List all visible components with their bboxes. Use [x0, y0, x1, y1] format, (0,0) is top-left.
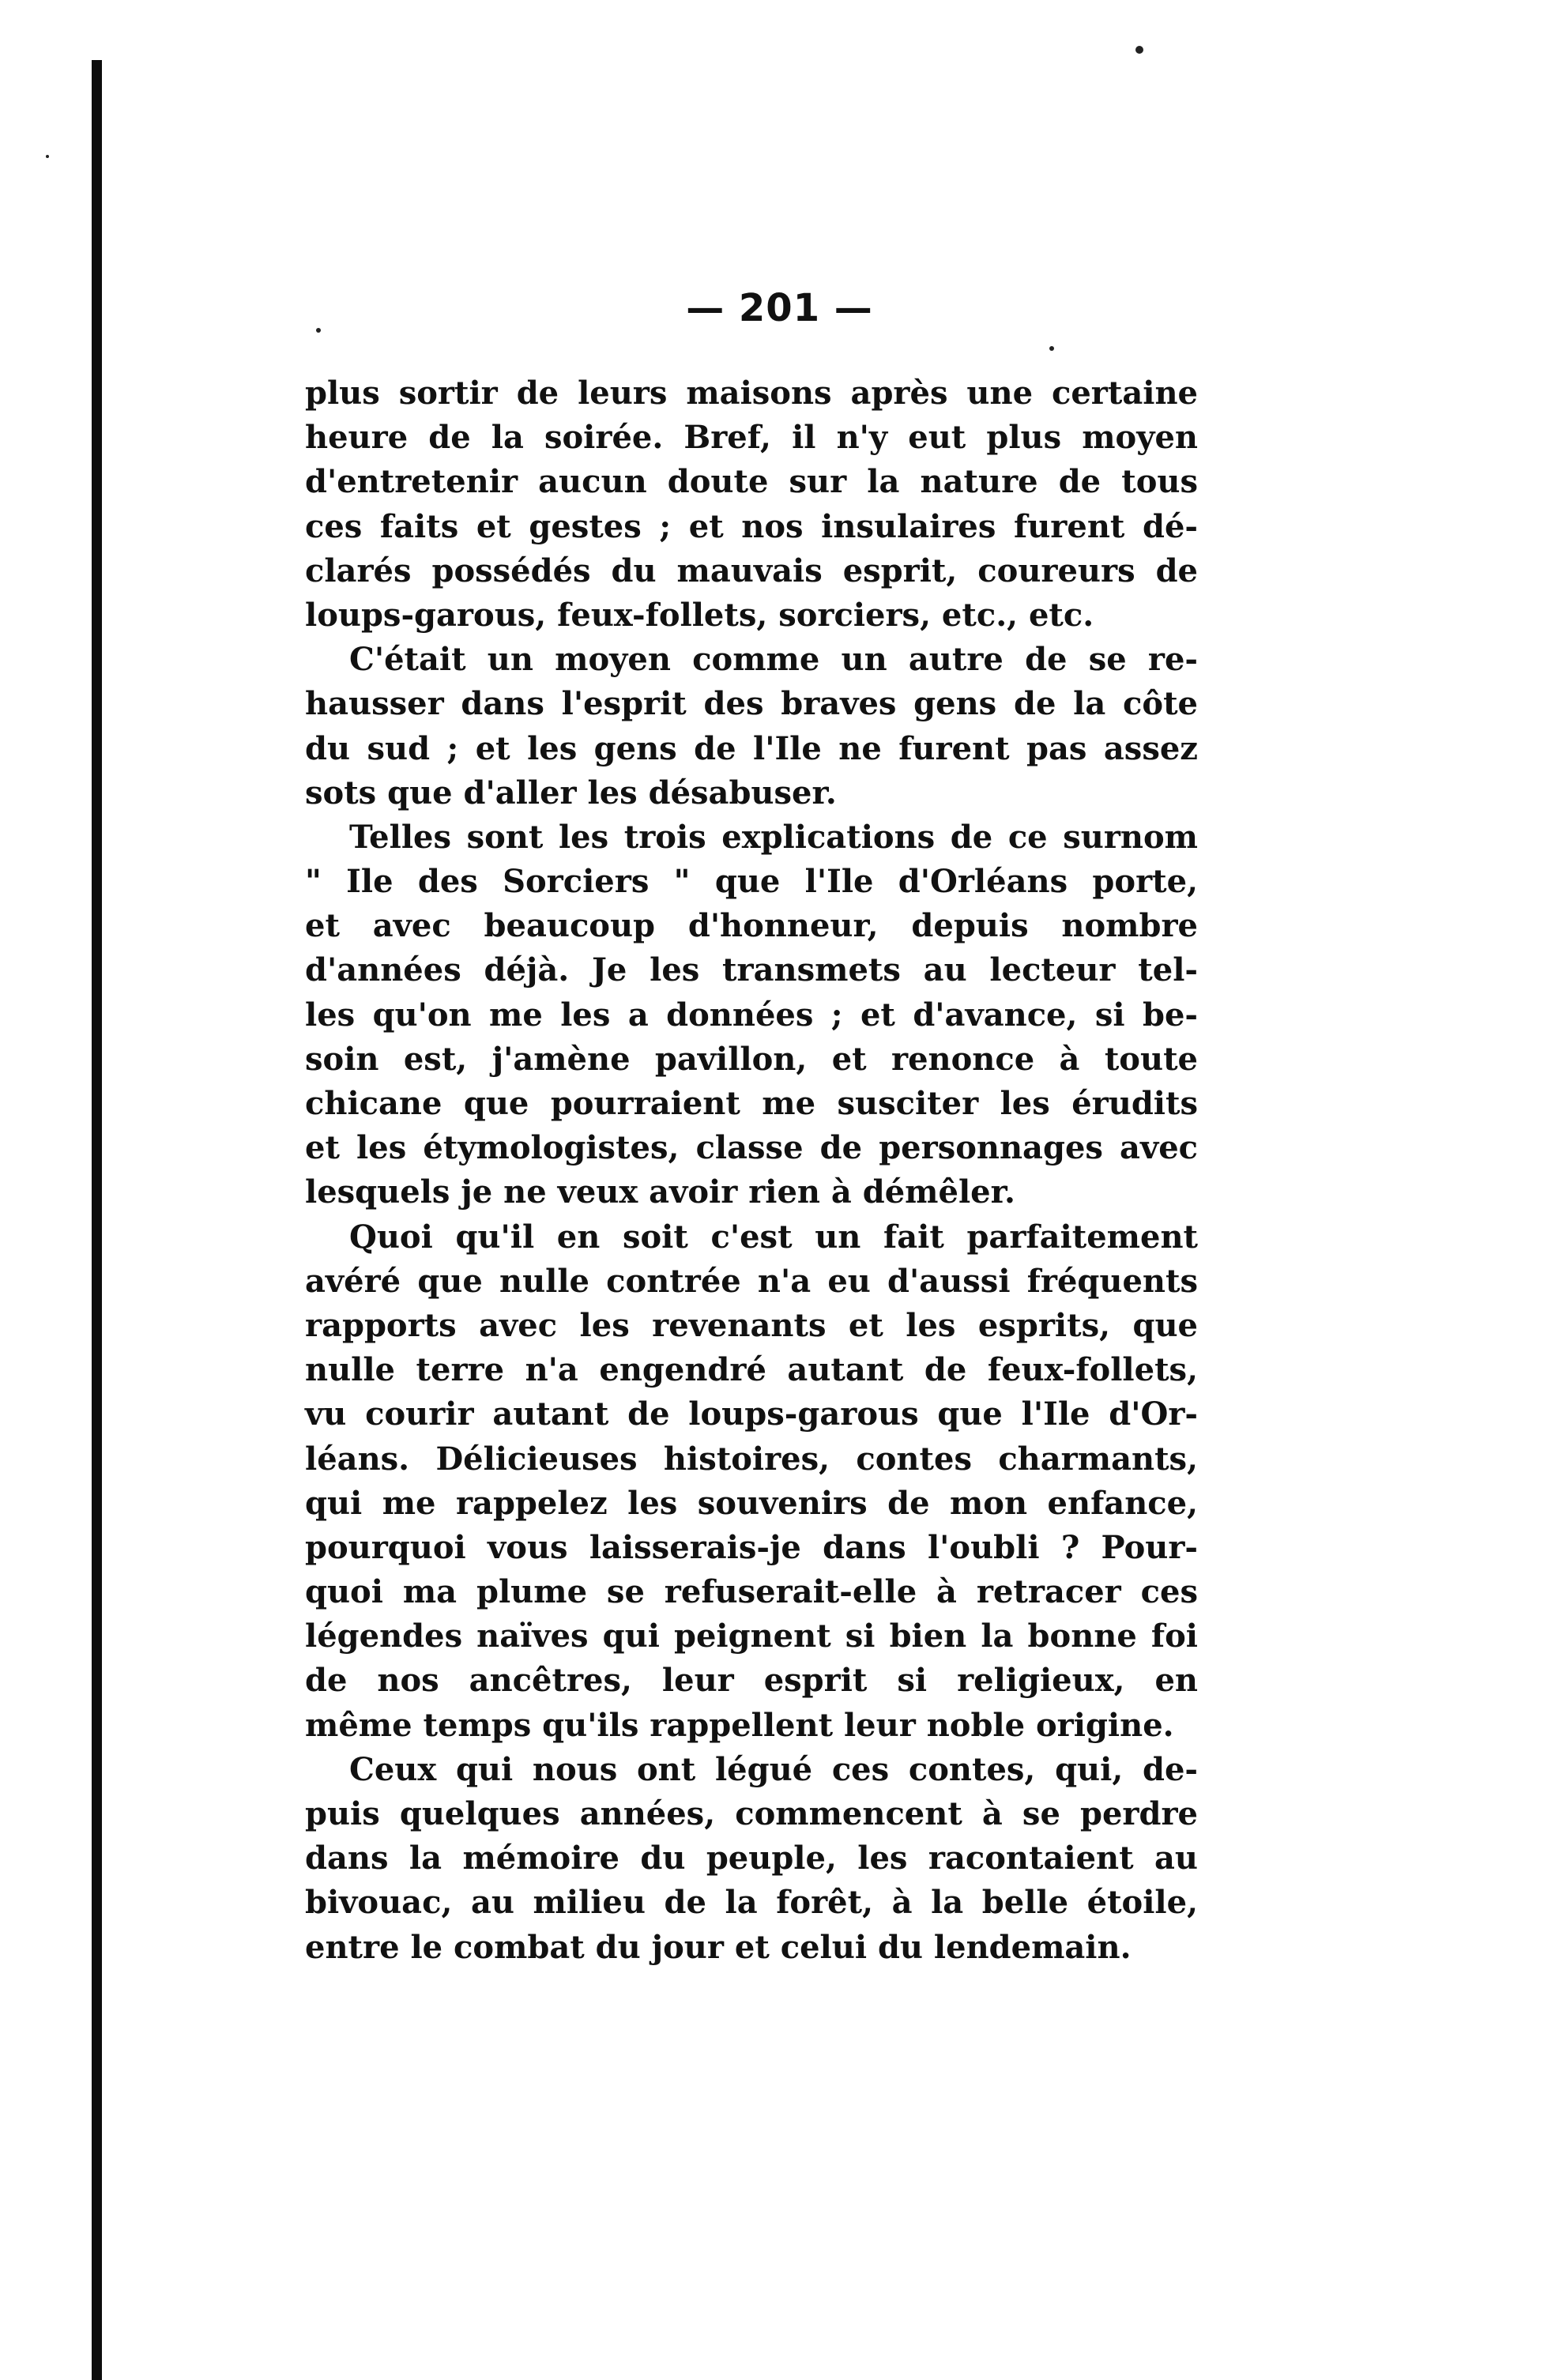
text-line: soin est, j'amène pavillon, et renonce à toute: [305, 1040, 1198, 1078]
scan-speck: [46, 155, 49, 158]
text-line: même temps qu'ils rappellent leur noble origine.: [305, 1706, 1174, 1744]
text-line: de nos ancêtres, leur esprit si religieux, en: [305, 1662, 1198, 1700]
text-line: puis quelques années, commencent à se perdre: [305, 1795, 1198, 1832]
text-line: sots que d'aller les désabuser.: [305, 774, 837, 812]
text-line: C'était un moyen comme un autre de se re-: [349, 641, 1198, 679]
text-line: chicane que pourraient me susciter les érudits: [305, 1085, 1198, 1122]
text-line: qui me rappelez les souvenirs de mon enfance,: [305, 1484, 1198, 1522]
text-line: plus sortir de leurs maisons après une certaine: [305, 375, 1198, 412]
text-line: nulle terre n'a engendré autant de feux-follets,: [305, 1351, 1198, 1389]
text-line: Quoi qu'il en soit c'est un fait parfaitement: [349, 1218, 1198, 1256]
text-line: d'années déjà. Je les transmets au lecteur tel-: [305, 951, 1198, 989]
text-line: hausser dans l'esprit des braves gens de la côte: [305, 685, 1198, 723]
text-line: légendes naïves qui peignent si bien la bonne foi: [305, 1617, 1198, 1655]
text-line: rapports avec les revenants et les esprits, que: [305, 1306, 1198, 1344]
text-line: lesquels je ne veux avoir rien à démêler.: [305, 1173, 1015, 1211]
text-line: vu courir autant de loups-garous que l'Ile d'Or-: [305, 1395, 1198, 1433]
paragraph: [305, 1748, 1198, 1970]
text-line: loups-garous, feux-follets, sorciers, etc., etc.: [305, 596, 1094, 634]
text-line: avéré que nulle contrée n'a eu d'aussi fréquents: [305, 1262, 1198, 1300]
text-line: léans. Délicieuses histoires, contes charmants,: [305, 1440, 1198, 1478]
text-line: Ceux qui nous ont légué ces contes, qui, de-: [349, 1750, 1198, 1788]
paragraph: [305, 371, 1198, 638]
text-line: entre le combat du jour et celui du lendemain.: [305, 1928, 1132, 1966]
scan-speck: [1135, 46, 1143, 54]
text-line: d'entretenir aucun doute sur la nature de tous: [305, 463, 1198, 501]
text-line: et les étymologistes, classe de personnages avec: [305, 1129, 1198, 1167]
text-line: clarés possédés du mauvais esprit, coureurs de: [305, 552, 1198, 589]
text-line: quoi ma plume se refuserait-elle à retracer ces: [305, 1573, 1198, 1611]
paragraph: [305, 1215, 1198, 1748]
text-line: Telles sont les trois explications de ce surnom: [349, 818, 1198, 856]
scan-speck: [1049, 346, 1054, 351]
text-line: les qu'on me les a données ; et d'avance, si be-: [305, 996, 1198, 1034]
text-line: et avec beaucoup d'honneur, depuis nombre: [305, 907, 1198, 945]
text-line: heure de la soirée. Bref, il n'y eut plus moyen: [305, 419, 1198, 457]
text-line: du sud ; et les gens de l'Ile ne furent pas assez: [305, 729, 1198, 767]
scan-margin-bar: [92, 60, 102, 2380]
text-line: ces faits et gestes ; et nos insulaires furent dé-: [305, 507, 1198, 545]
page-number: — 201 —: [686, 286, 873, 330]
paragraph: [305, 815, 1198, 1215]
text-line: bivouac, au milieu de la forêt, à la belle étoile,: [305, 1884, 1198, 1922]
text-line: dans la mémoire du peuple, les racontaient au: [305, 1840, 1198, 1877]
body-text: [305, 371, 1198, 1970]
text-line: pourquoi vous laisserais-je dans l'oubli ? Pour-: [305, 1528, 1198, 1566]
paragraph: [305, 638, 1198, 815]
text-line: " Ile des Sorciers " que l'Ile d'Orléans porte,: [305, 863, 1198, 901]
